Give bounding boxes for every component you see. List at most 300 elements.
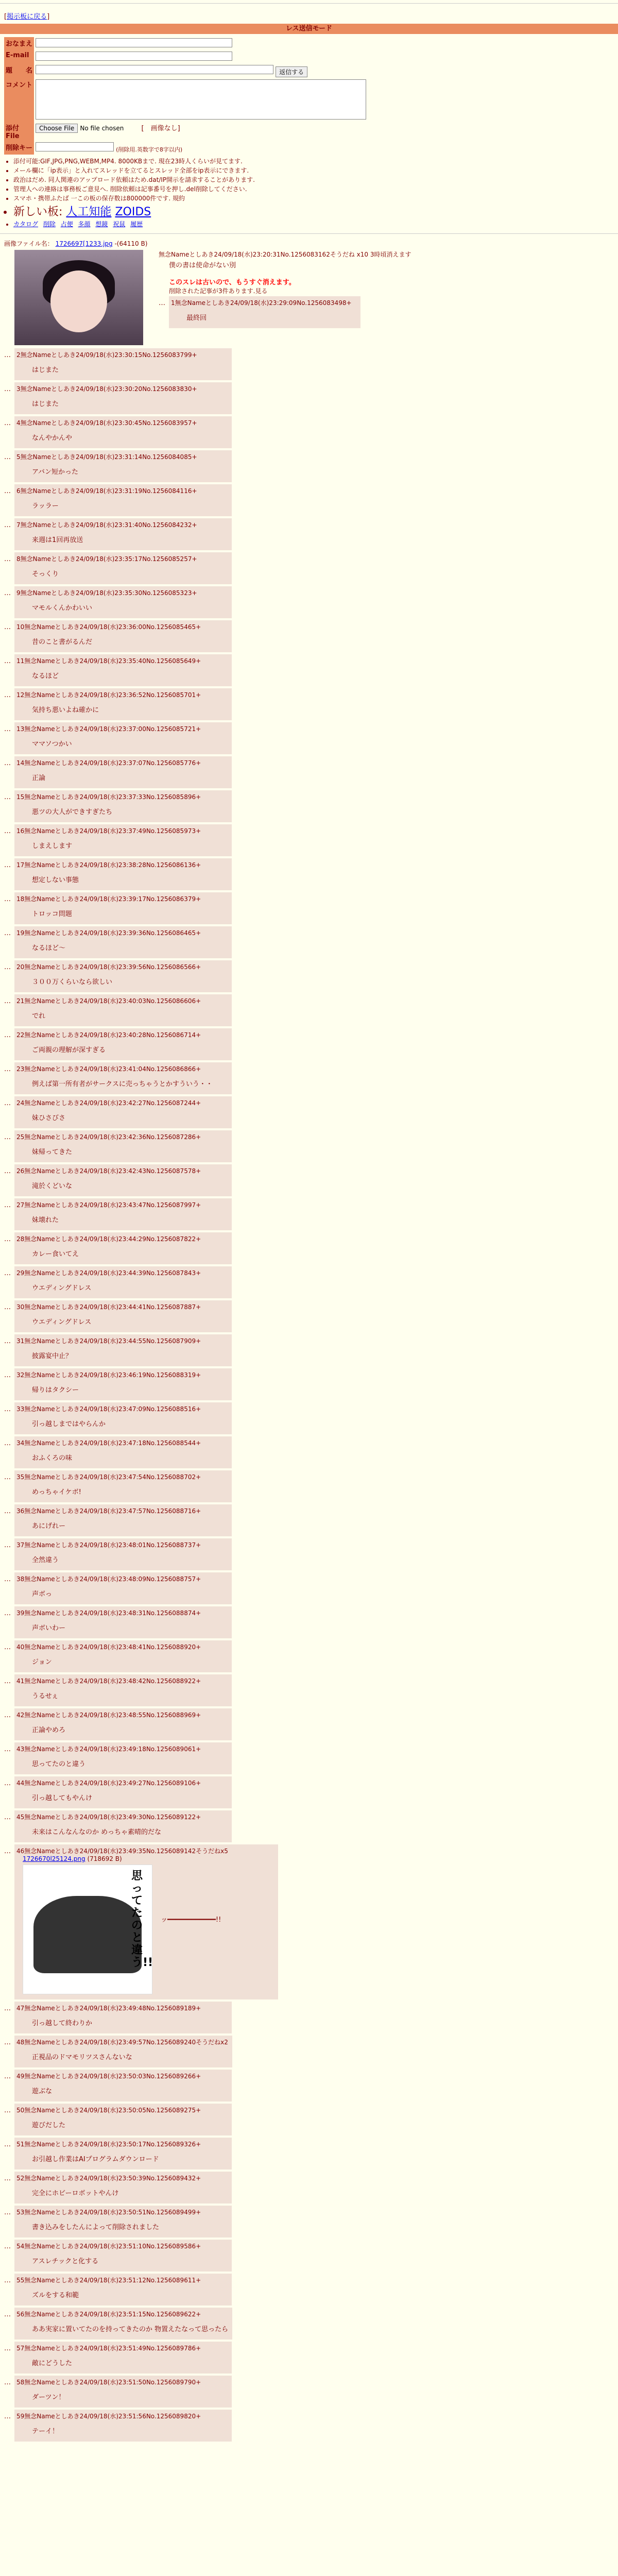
reply-dash: … [4, 1371, 11, 1379]
reply-dash: … [4, 929, 11, 937]
reply-dash: … [4, 351, 11, 359]
reply-dash: … [4, 1099, 11, 1107]
subject-input[interactable] [36, 65, 273, 74]
reply-dash: … [4, 521, 11, 529]
reply-wrap [4, 2070, 614, 2102]
reply [14, 1708, 232, 1740]
reply-body: マモルくんかわいい [32, 604, 93, 612]
reply-body: 引っ越しまではやらんか [32, 1420, 106, 1428]
reply [14, 1742, 232, 1774]
reply-wrap [4, 858, 614, 890]
reply-list [4, 330, 614, 1842]
image-reply [14, 1844, 278, 1999]
reply-dash: … [4, 1507, 11, 1515]
catalog-links [13, 219, 618, 228]
reply-body: 想定しない事態 [32, 876, 79, 884]
reply-header: 9無念Nameとしあき24/09/18(水)23:35:30No.1256085323+ [16, 589, 197, 597]
reply-header: 37無念Nameとしあき24/09/18(水)23:48:01No.1256088737+ [16, 1541, 201, 1549]
reply [14, 2172, 232, 2204]
reply [14, 518, 232, 550]
reply-body: ラッラー [32, 502, 59, 510]
reply-dash: … [4, 997, 11, 1005]
reply-header: 24無念Nameとしあき24/09/18(水)23:42:27No.1256087244+ [16, 1099, 201, 1107]
reply-dash: … [4, 827, 11, 835]
reply-body: 引っ越して終わりか [32, 2020, 93, 2027]
catalog-link[interactable]: 削除 [43, 221, 56, 228]
name-label: おなまえ [4, 37, 34, 50]
reply-header: 29無念Nameとしあき24/09/18(水)23:44:39No.1256087843+ [16, 1269, 201, 1277]
reply-header: 47無念Nameとしあき24/09/18(水)23:49:48No.1256089189+ [16, 2005, 201, 2012]
reply-wrap [4, 1130, 614, 1162]
reply-header: 25無念Nameとしあき24/09/18(水)23:42:36No.1256087286+ [16, 1133, 201, 1141]
new-board-link-zoids[interactable]: ZOIDS [115, 206, 151, 218]
reply-wrap [4, 2410, 614, 2442]
reply-header: 32無念Nameとしあき24/09/18(水)23:46:19No.1256088319+ [16, 1371, 201, 1379]
reply-header: 49無念Nameとしあき24/09/18(水)23:50:03No.1256089266+ [16, 2073, 201, 2080]
reply [14, 824, 232, 856]
reply-body: ウエディングドレス [32, 1318, 92, 1326]
reply-header: 31無念Nameとしあき24/09/18(水)23:44:55No.1256087909+ [16, 1337, 201, 1345]
delkey-note: (削除用.英数字で8字以内) [116, 146, 183, 153]
submit-button[interactable]: 返信する [276, 66, 307, 77]
reply-dash: … [4, 1235, 11, 1243]
reply [14, 2070, 232, 2102]
reply-header: 51無念Nameとしあき24/09/18(水)23:50:17No.1256089326+ [16, 2141, 201, 2148]
reply-header: 28無念Nameとしあき24/09/18(水)23:44:29No.1256087822+ [16, 1235, 201, 1243]
reply-header: 57無念Nameとしあき24/09/18(水)23:51:49No.1256089786+ [16, 2345, 201, 2352]
reply [14, 416, 232, 448]
reply-dash: … [4, 1405, 11, 1413]
reply-header: 52無念Nameとしあき24/09/18(水)23:50:39No.1256089432+ [16, 2175, 201, 2182]
reply-header: 40無念Nameとしあき24/09/18(水)23:48:41No.1256088920+ [16, 1643, 201, 1651]
reply-body: 正視品のドマモリツスさんないな [32, 2054, 132, 2061]
reply [14, 1776, 232, 1808]
reply-wrap [4, 2104, 614, 2136]
reply [14, 654, 232, 686]
reply [14, 1198, 232, 1230]
reply-body: 妹帰ってきた [32, 1148, 73, 1156]
reply-dash: … [4, 1065, 11, 1073]
op-expire-notice: このスレは古いので、もうすぐ消えます。 [169, 279, 296, 286]
reply-body: ッ━━━━━━━━━━━━!! [161, 1916, 221, 1924]
catalog-link[interactable]: 祝鼠 [113, 221, 126, 228]
catalog-link[interactable]: 多顔 [78, 221, 91, 228]
comment-label: コメント [4, 78, 34, 122]
mode-bar: レス送信モード [0, 24, 618, 34]
reply-wrap [4, 1674, 614, 1706]
reply-dash: … [4, 419, 11, 427]
reply-header: 30無念Nameとしあき24/09/18(水)23:44:41No.1256087887+ [16, 1303, 201, 1311]
reply [14, 926, 232, 958]
reply-body: 来週は1回再放送 [32, 536, 83, 544]
reply [14, 858, 232, 890]
reply-body: おふくろの味 [32, 1454, 73, 1462]
reply-wrap [4, 1096, 614, 1128]
reply-body: 滝於くどいな [32, 1182, 73, 1190]
reply-dash: … [4, 725, 11, 733]
rule-item: • 添付可能:GIF,JPG,PNG,WEBM,MP4. 8000KBまで. 現在23時人くらいが見てます. [13, 157, 618, 165]
reply-wrap [4, 586, 614, 618]
reply-dash: … [4, 623, 11, 631]
catalog-link[interactable]: 占便 [60, 221, 73, 228]
reply-body: ご両親の理解が深すぎる [32, 1046, 106, 1054]
delkey-label: 削除キー [4, 141, 34, 155]
reply-wrap [4, 824, 614, 856]
reply-dash: … [4, 759, 11, 767]
rules-list [13, 157, 618, 228]
reply-body: はじまた [32, 366, 59, 374]
reply-dash: … [4, 453, 11, 461]
op-file-size: -(64110 B) [114, 240, 148, 247]
reply-body: めっちゃイケボ! [32, 1488, 81, 1496]
reply [14, 2036, 232, 2067]
reply-wrap [4, 926, 614, 958]
rule-item: • 管理人への連絡は事務板ご意見へ. 削除依頼は記事番号を押し.del削除してください. [13, 184, 618, 193]
reply-header: 53無念Nameとしあき24/09/18(水)23:50:51No.1256089499+ [16, 2209, 201, 2216]
reply-body: トロッコ問題 [32, 910, 72, 918]
reply [14, 450, 232, 482]
reply-header: 8無念Nameとしあき24/09/18(水)23:35:17No.1256085257+ [16, 555, 197, 563]
reply [14, 722, 232, 754]
image-reply-file-link[interactable]: 1726670l25124.png [23, 1855, 85, 1862]
reply-body: 書き込みをしたんによって削除されました [32, 2224, 160, 2231]
reply-body: ダーツン！ [32, 2394, 65, 2401]
reply [14, 756, 232, 788]
op-file-info [4, 239, 614, 248]
rule-item: • スマホ・携帯ふたば 一この板の保存数は800000件です. 規約 [13, 194, 618, 202]
reply-header: 21無念Nameとしあき24/09/18(水)23:40:03No.1256086606+ [16, 997, 201, 1005]
reply [14, 1028, 232, 1060]
reply-1 [169, 296, 360, 328]
reply-header: 34無念Nameとしあき24/09/18(水)23:47:18No.1256088544+ [16, 1439, 201, 1447]
image-reply-file-size: (718692 B) [87, 1855, 122, 1862]
reply-header: 44無念Nameとしあき24/09/18(水)23:49:27No.1256089106+ [16, 1780, 201, 1787]
reply [14, 1810, 232, 1842]
op-thumbnail[interactable] [14, 250, 143, 345]
reply-dash: … [4, 691, 11, 699]
reply-dash: … [4, 2277, 11, 2284]
reply-body: 昔のこと書がるんだ [32, 638, 93, 646]
reply [14, 2274, 232, 2306]
reply-wrap [4, 756, 614, 788]
reply-wrap [4, 2308, 614, 2340]
reply-header: 50無念Nameとしあき24/09/18(水)23:50:05No.1256089275+ [16, 2107, 201, 2114]
reply-wrap [4, 2274, 614, 2306]
reply-wrap [4, 1742, 614, 1774]
reply-body: そっくり [32, 570, 59, 578]
reply-wrap [4, 960, 614, 992]
reply-dash: … [4, 2345, 11, 2352]
rule-item: • メール欄に「ip表示」と入れてスレッドを立てるとスレッド全部をip表示にできます. [13, 166, 618, 175]
reply-header: 42無念Nameとしあき24/09/18(水)23:48:55No.1256088969+ [16, 1711, 201, 1719]
reply-wrap [4, 1164, 614, 1196]
new-board-link-ai[interactable]: 人工知能 [66, 206, 112, 218]
reply-wrap [4, 1232, 614, 1264]
post-form [4, 37, 368, 155]
reply-header: 3無念Nameとしあき24/09/18(水)23:30:20No.1256083830+ [16, 385, 197, 393]
reply-wrap [4, 994, 614, 1026]
reply-body: アスレチックと化する [32, 2258, 99, 2265]
reply [14, 552, 232, 584]
reply-dash: … [4, 1201, 11, 1209]
reply-header: 23無念Nameとしあき24/09/18(水)23:41:04No.1256086866+ [16, 1065, 201, 1073]
reply-dash: … [4, 1609, 11, 1617]
reply-dash: … [4, 793, 11, 801]
reply-wrap [4, 1470, 614, 1502]
catalog-link[interactable]: 履歴 [130, 221, 143, 228]
reply-wrap [4, 450, 614, 482]
reply-dash: … [4, 861, 11, 869]
reply-dash: … [4, 1439, 11, 1447]
reply-body: ズルをする和範 [32, 2292, 79, 2299]
reply-dash: … [4, 1677, 11, 1685]
divider [0, 233, 618, 234]
delkey-input[interactable] [36, 142, 114, 151]
reply-header: 18無念Nameとしあき24/09/18(水)23:39:17No.1256086379+ [16, 895, 201, 903]
reply-dash: … [4, 1745, 11, 1753]
reply-dash: … [159, 299, 165, 307]
reply-header: 46無念Nameとしあき24/09/18(水)23:49:35No.1256089142そうだねx5 [16, 1848, 228, 1855]
op-header: 無念Nameとしあき24/09/18(水)23:20:31No.1256083162そうだね x10 3時頃消えます [159, 251, 411, 258]
reply-dash: … [4, 1269, 11, 1277]
reply [14, 1572, 232, 1604]
reply-wrap [4, 1028, 614, 1060]
reply-body: 完全にホビーロボットやんけ [32, 2190, 119, 2197]
reply-dash: … [4, 2379, 11, 2386]
reply-wrap [4, 1334, 614, 1366]
thread [4, 239, 614, 2442]
reply-header: 41無念Nameとしあき24/09/18(水)23:48:42No.1256088922+ [16, 1677, 201, 1685]
reply [14, 960, 232, 992]
reply-body: 妹ひさびさ [32, 1114, 66, 1122]
reply-body: はじまた [32, 400, 59, 408]
reply-wrap [4, 2138, 614, 2170]
reply-body: 正論やめろ [32, 1726, 66, 1734]
reply-header: 27無念Nameとしあき24/09/18(水)23:43:47No.1256087997+ [16, 1201, 201, 1209]
reply-wrap [4, 552, 614, 584]
reply [14, 2308, 232, 2340]
reply-dash: … [4, 1780, 11, 1787]
reply [14, 1130, 232, 1162]
return-link[interactable]: 掲示板に戻る [7, 13, 47, 21]
reply [14, 2206, 232, 2238]
reply-dash: … [4, 1337, 11, 1345]
reply [14, 892, 232, 924]
reply-dash: … [4, 2073, 11, 2080]
reply [14, 1232, 232, 1264]
thumbnail-face [50, 270, 107, 332]
reply-body: 正論 [32, 774, 46, 782]
reply [14, 1096, 232, 1128]
reply-body: あにげれー [32, 1522, 66, 1530]
reply-body: ウエディングドレス [32, 1284, 92, 1292]
reply-dash: … [4, 1814, 11, 1821]
op-text: 僕の書は使命がない別 [169, 262, 236, 269]
reply-wrap [4, 1640, 614, 1672]
thumbnail-figure [33, 1896, 142, 1973]
reply-header: 5無念Nameとしあき24/09/18(水)23:31:14No.1256084085+ [16, 453, 197, 461]
reply-header: 39無念Nameとしあき24/09/18(水)23:48:31No.1256088874+ [16, 1609, 201, 1617]
reply-body: なるほど [32, 672, 59, 680]
reply [14, 1538, 232, 1570]
reply [14, 2104, 232, 2136]
reply-header: 59無念Nameとしあき24/09/18(水)23:51:56No.1256089820+ [16, 2413, 201, 2420]
catalog-link[interactable]: 想鏡 [95, 221, 108, 228]
new-board-prefix: 新しい板: [13, 206, 63, 218]
reply-dash: … [4, 487, 11, 495]
reply-body: うるせぇ [32, 1692, 59, 1700]
reply-body: 帰りはタクシー [32, 1386, 79, 1394]
reply-header: 14無念Nameとしあき24/09/18(水)23:37:07No.1256085776+ [16, 759, 201, 767]
name-input[interactable] [36, 38, 232, 47]
reply-header: 56無念Nameとしあき24/09/18(水)23:51:15No.1256089622+ [16, 2311, 201, 2318]
reply-dash: … [4, 2175, 11, 2182]
reply-header: 10無念Nameとしあき24/09/18(水)23:36:00No.1256085465+ [16, 623, 201, 631]
reply-wrap [4, 416, 614, 448]
reply-body: しまえします [32, 842, 73, 850]
reply [14, 586, 232, 618]
reply-dash: … [4, 895, 11, 903]
reply-dash: … [4, 1643, 11, 1651]
email-input[interactable] [36, 52, 232, 61]
reply [14, 348, 232, 380]
reply-body: 妹壊れた [32, 1216, 59, 1224]
reply-body: でれ [32, 1012, 46, 1020]
reply-wrap [4, 1606, 614, 1638]
reply-wrap [4, 790, 614, 822]
reply-header: 36無念Nameとしあき24/09/18(水)23:47:57No.1256088716+ [16, 1507, 201, 1515]
reply-wrap [4, 348, 614, 380]
reply-body: 思ってたのと違う [32, 1760, 86, 1768]
reply [14, 620, 232, 652]
reply-header: 12無念Nameとしあき24/09/18(水)23:36:52No.1256085701+ [16, 691, 201, 699]
reply-body: ジョン [32, 1658, 52, 1666]
reply-dash: … [4, 1133, 11, 1141]
reply-wrap [4, 518, 614, 550]
reply-wrap [4, 2376, 614, 2408]
reply-body: なんやかんや [32, 434, 73, 442]
reply [14, 994, 232, 1026]
reply-wrap [4, 2036, 614, 2067]
reply [14, 1266, 232, 1298]
reply-dash: … [4, 1031, 11, 1039]
reply-body: 全然違う [32, 1556, 59, 1564]
no-image-checkbox[interactable]: [ 画像なし] [141, 125, 180, 132]
reply-body: 最終回 [186, 314, 207, 322]
reply [14, 1436, 232, 1468]
reply-dash: … [4, 2209, 11, 2216]
reply-wrap [4, 1368, 614, 1400]
reply-dash: … [4, 2413, 11, 2420]
image-reply-wrap [4, 1844, 614, 1999]
reply-wrap [4, 1062, 614, 1094]
new-board [13, 203, 618, 219]
reply-dash: … [4, 1541, 11, 1549]
reply-wrap [4, 722, 614, 754]
reply [14, 688, 232, 720]
rule-item: • 政治はだめ. 同人関連のアップロード依頼はため.dat/IP開示を請求することがあります. [13, 175, 618, 184]
reply-body: お引越し作業はAIプログラムダウンロード [32, 2156, 159, 2163]
reply-wrap [4, 1300, 614, 1332]
reply [14, 790, 232, 822]
reply [14, 1062, 232, 1094]
reply-dash: … [4, 1848, 11, 1855]
reply-dash: … [4, 555, 11, 563]
reply-body: 披露宴中止？ [32, 1352, 73, 1360]
reply-wrap [4, 688, 614, 720]
email-label: E-mail [4, 50, 34, 64]
comment-textarea[interactable] [36, 79, 366, 120]
reply-dash: … [4, 2311, 11, 2318]
reply-wrap [4, 1436, 614, 1468]
op-file-link[interactable]: 1726697[1233.jpg [55, 240, 113, 247]
reply-wrap [4, 1776, 614, 1808]
reply [14, 1164, 232, 1196]
reply-body: ママソつかい [32, 740, 72, 748]
reply-wrap [4, 1538, 614, 1570]
reply-body: ああ実家に置いてたのを持ってきたのか 物置えたなって思ったら [32, 2326, 229, 2333]
reply-wrap [4, 2002, 614, 2033]
reply-wrap [4, 484, 614, 516]
image-reply-thumbnail[interactable] [23, 1865, 152, 1994]
reply-wrap [4, 892, 614, 924]
reply-body: ３００万くらいなら欲しい [32, 978, 113, 986]
reply-dash: … [4, 1575, 11, 1583]
reply-header: 35無念Nameとしあき24/09/18(水)23:47:54No.1256088702+ [16, 1473, 201, 1481]
reply-header: 43無念Nameとしあき24/09/18(水)23:49:18No.1256089061+ [16, 1745, 201, 1753]
reply-wrap [4, 2206, 614, 2238]
reply-wrap [4, 1402, 614, 1434]
reply-body: テーイ！ [32, 2428, 59, 2435]
reply-dash: … [4, 385, 11, 393]
reply-header: 22無念Nameとしあき24/09/18(水)23:40:28No.1256086714+ [16, 1031, 201, 1039]
reply [14, 2342, 232, 2374]
catalog-link[interactable]: カタログ [13, 221, 39, 228]
reply-dash: … [4, 1167, 11, 1175]
reply [14, 382, 232, 414]
reply-dash: … [4, 2039, 11, 2046]
choose-file-button[interactable]: Choose File [36, 124, 78, 133]
reply-header: 2無念Nameとしあき24/09/18(水)23:30:15No.1256083799+ [16, 351, 197, 359]
op-body [159, 248, 614, 328]
reply [14, 1368, 232, 1400]
op-file-label: 画像ファイル名： [4, 240, 54, 247]
reply [14, 1334, 232, 1366]
reply [14, 1640, 232, 1672]
subject-label: 題 名 [4, 64, 34, 78]
reply-body: カレー食いてえ [32, 1250, 79, 1258]
reply-header: 17無念Nameとしあき24/09/18(水)23:38:28No.1256086136+ [16, 861, 201, 869]
reply-header: 48無念Nameとしあき24/09/18(水)23:49:57No.1256089240そうだねx2 [16, 2039, 228, 2046]
reply-body: 気持ち悪いよね確かに [32, 706, 99, 714]
reply-header: 11無念Nameとしあき24/09/18(水)23:35:40No.1256085649+ [16, 657, 201, 665]
reply [14, 1674, 232, 1706]
reply-dash: … [4, 963, 11, 971]
reply-header: 33無念Nameとしあき24/09/18(水)23:47:09No.1256088516+ [16, 1405, 201, 1413]
reply-body: 声ボっ [32, 1590, 52, 1598]
thumbnail-caption: 思ってたのと違う!! [131, 1870, 153, 1969]
reply [14, 2376, 232, 2408]
reply-wrap [4, 382, 614, 414]
reply-wrap [4, 1266, 614, 1298]
reply-wrap [4, 1198, 614, 1230]
reply-dash: … [4, 2005, 11, 2012]
reply-wrap [4, 1708, 614, 1740]
reply-header: 13無念Nameとしあき24/09/18(水)23:37:00No.1256085721+ [16, 725, 201, 733]
reply-body: 遊びだした [32, 2122, 66, 2129]
reply-wrap [4, 1504, 614, 1536]
reply-body: 例えば第一所有者がサークスに売っちゃうとかすういう・・ [32, 1080, 213, 1088]
